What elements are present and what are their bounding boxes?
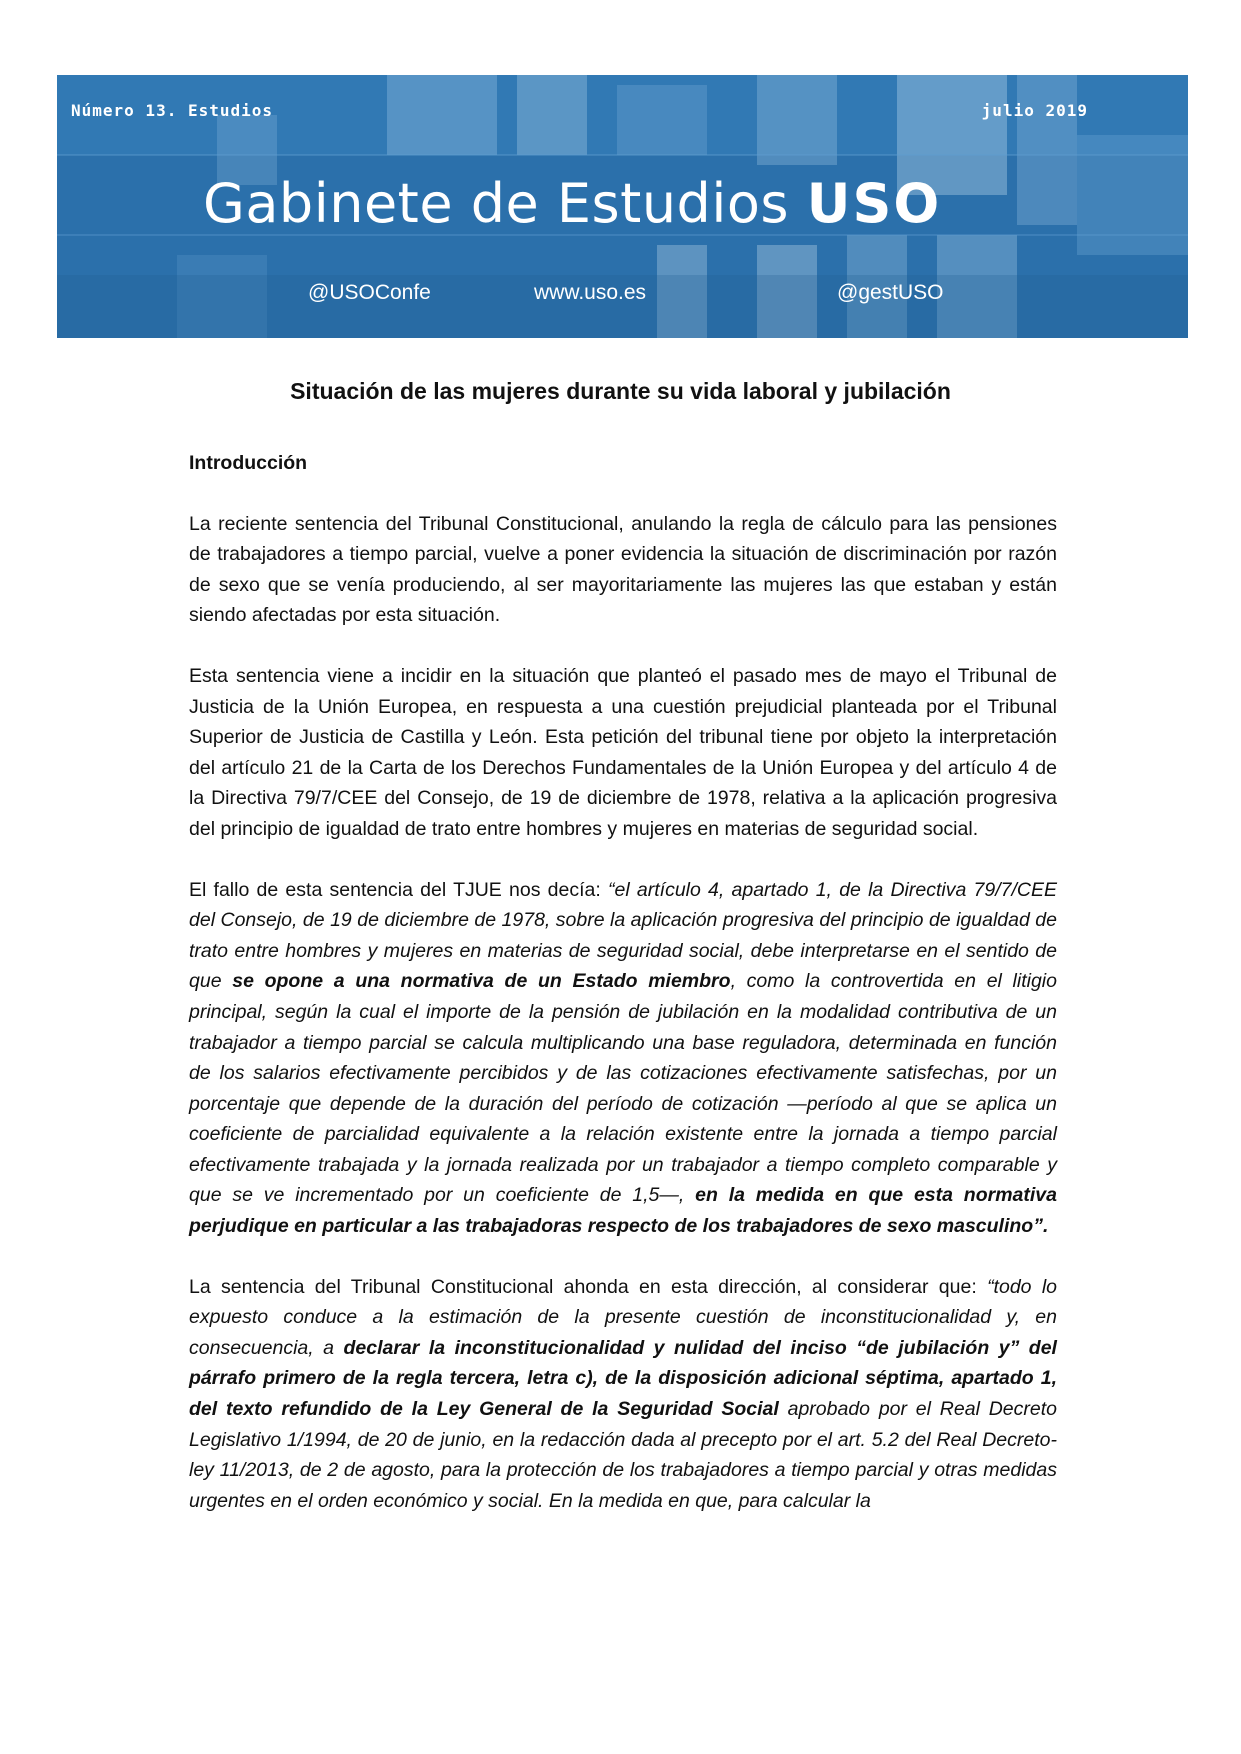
paragraph-4	[189, 1272, 1057, 1517]
issue-number: Número 13. Estudios	[71, 101, 274, 120]
p4-intro: La sentencia del Tribunal Constitucional ahonda en esta dirección, al considerar que:	[189, 1275, 988, 1298]
document-title: Situación de las mujeres durante su vida laboral y jubilación	[290, 378, 951, 404]
uso-logo-text: USO	[806, 172, 942, 235]
banner-title	[203, 172, 942, 235]
twitter-handle-link[interactable]: @USOConfe	[308, 281, 431, 304]
section-heading: Introducción	[189, 452, 308, 474]
website-link[interactable]: www.uso.es	[534, 281, 647, 304]
banner-links	[57, 281, 1188, 311]
p4-bold-1: declarar la inconstitucionalidad y nulidad del inciso “de jubilación y” del párrafo primero de la regla tercera, letra c), de la disposición adicional séptima, apartado 1, del texto refundido de la Ley General de la Seguridad Social	[189, 1336, 1057, 1421]
p4-quote-1: “todo lo expuesto conduce a la estimación de la presente cuestión de inconstitucionalidad y, en consecuencia, a	[189, 1275, 1057, 1359]
paragraph-1: La reciente sentencia del Tribunal Constitucional, anulando la regla de cálculo para las pensiones de trabajadores a tiempo parcial, vuelve a poner evidencia la situación de discriminación por razón de sexo que se venía produciendo, al ser mayoritariamente las mujeres las que estaban y están siendo afectadas por esta situación.	[189, 512, 1057, 627]
p3-quote-1: “el artículo 4, apartado 1, de la Directiva 79/7/CEE del Consejo, de 19 de diciembre de 1978, sobre la aplicación progresiva del principio de igualdad de trato entre hombres y mujeres en materias de seguridad social, debe interpretarse en el sentido de que	[189, 878, 1058, 993]
paragraph-2: Esta sentencia viene a incidir en la situación que planteó el pasado mes de mayo el Tribunal de Justicia de la Unión Europea, en respuesta a una cuestión prejudicial planteada por el Tribunal Superior de Justicia de Castilla y León. Esta petición del tribunal tiene por objeto la interpretación del artículo 21 de la Carta de los Derechos Fundamentales de la Unión Europea y del artículo 4 de la Directiva 79/7/CEE del Consejo, de 19 de diciembre de 1978, relativa a la aplicación progresiva del principio de igualdad de trato entre hombres y mujeres en materias de seguridad social.	[189, 664, 1057, 840]
paragraph-3	[189, 875, 1057, 1242]
p4-quote-2: aprobado por el Real Decreto Legislativo 1/1994, de 20 de junio, en la redacción dada al precepto por el art. 5.2 del Real Decreto-ley 11/2013, de 2 de agosto, para la protección de los trabajadores a tiempo parcial y otras medidas urgentes en el orden económico y social. En la medida en que, para calcular la	[189, 1398, 1057, 1512]
header-banner	[57, 75, 1188, 338]
p3-quote-2: , como la controvertida en el litigio principal, según la cual el importe de la pensión de jubilación en la modalidad contributiva de un trabajador a tiempo parcial se calcula multiplicando una base reguladora, determinada en función de los salarios efectivamente percibidos y de las cotizaciones efectivamente satisfechas, por un porcentaje que depende de la duración del período de cotización —período al que se aplica un coeficiente de parcialidad equivalente a la relación existente entre la jornada a tiempo parcial efectivamente trabajada y la jornada realizada por un trabajador a tiempo completo comparable y que se ve incrementado por un coeficiente de 1,5—,	[189, 970, 1057, 1207]
banner-title-text: Gabinete de Estudios	[203, 172, 789, 235]
p3-bold-2: en la medida en que esta normativa perjudique en particular a las trabajadoras respecto de los trabajadores de sexo masculino	[189, 1184, 1057, 1238]
p3-intro: El fallo de esta sentencia del TJUE nos decía:	[189, 878, 609, 901]
document-body	[189, 448, 1057, 1546]
p3-end: ”.	[1033, 1215, 1049, 1238]
p3-bold-1: se opone a una normativa de un Estado miembro	[232, 970, 731, 993]
study-handle-link[interactable]: @gestUSO	[837, 281, 944, 304]
issue-date: julio 2019	[981, 101, 1088, 120]
